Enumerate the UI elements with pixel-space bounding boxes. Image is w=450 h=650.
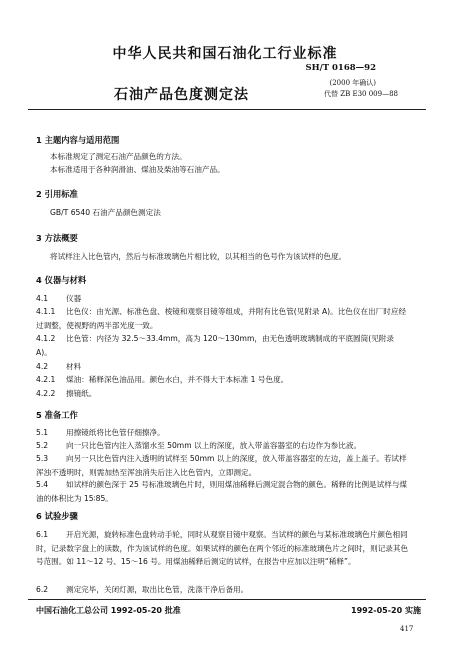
clause-text: 煤油：稀释深色油品用。颜色水白，并不得大于本标准 1 号色度。 — [66, 375, 289, 384]
clause-text: 向另一只比色管内注入透明的试样至 50mm 以上的深度，放入带盖容器室的左边，盖上盖子。若试样浑浊不透明时，则需加热至浑浊消失后注入比色管内，立即测定。 — [36, 454, 407, 477]
section-6-heading: 6 试验步骤 — [36, 511, 78, 521]
section-2-heading: 2 引用标准 — [36, 189, 78, 199]
clause-4-2-1 — [36, 374, 288, 385]
clause-text: 擦镜纸。 — [66, 389, 97, 398]
subsection-title: 材料 — [66, 362, 82, 371]
subsection-title: 仪器 — [66, 294, 82, 303]
section-1-paragraph-2: 本标准适用于各种润滑油、煤油及柴油等石油产品。 — [50, 165, 225, 174]
subsection-number: 4.1 — [36, 294, 49, 303]
clause-number: 6.1 — [36, 530, 49, 539]
section-1-paragraph-1: 本标准规定了测定石油产品颜色的方法。 — [50, 152, 187, 161]
clause-text: 如试样的颜色深于 25 号标准玻璃色片时，则用煤油稀释后测定混合物的颜色。稀释的比例是试样与煤油的体积比为 15∶85。 — [36, 480, 408, 503]
clause-text: 开启光源，旋转标准色盘转动手轮，同时从观察目镜中观察。当试样的颜色与某标准玻璃色片颜色相同时，记录数字盘上的读数，作为该试样的色度。如果试样的颜色在两个邻近的标准玻璃色片之间时，则记录其色号范围。如 11～12 号、15～16 号。用煤油稀释后测定的试样，在报告中应加以注明“稀释”。 — [36, 530, 409, 566]
clause-4-2-2 — [36, 388, 96, 399]
section-1-heading: 1 主题内容与适用范围 — [36, 135, 120, 145]
reconfirmed-note: (2000 年确认) — [329, 79, 376, 87]
clause-number: 4.2.1 — [36, 375, 56, 384]
subsection-4-2 — [36, 361, 81, 372]
standard-code: SH/T 0168—92 — [305, 63, 376, 73]
clause-4-1-2 — [36, 332, 411, 359]
clause-6-2 — [36, 584, 248, 595]
subsection-number: 4.2 — [36, 362, 49, 371]
section-3-paragraph: 将试样注入比色管内，然后与标准玻璃色片相比较，以其相当的色号作为该试样的色度。 — [50, 252, 347, 261]
section-3-heading: 3 方法概要 — [36, 233, 78, 243]
approval-note: 中国石油化工总公司 1992-05-20 批准 — [36, 606, 181, 615]
footer-divider — [28, 599, 426, 600]
clause-text: 测定完毕，关闭灯源，取出比色管，洗涤干净后备用。 — [66, 585, 249, 594]
clause-number: 5.1 — [36, 428, 49, 437]
clause-5-1 — [36, 427, 165, 438]
clause-number: 6.2 — [36, 585, 49, 594]
subsection-4-1 — [36, 293, 81, 304]
implementation-note: 1992-05-20 实施 — [351, 606, 421, 615]
section-2-reference: GB/T 6540 石油产品颜色测定法 — [50, 208, 161, 217]
clause-number: 4.2.2 — [36, 389, 56, 398]
clause-text: 比色管：内径为 32.5～33.4mm，高为 120～130mm，由无色透明玻璃制成的平底圆筒(见附录 A)。 — [36, 334, 394, 357]
clause-text: 比色仪：由光源、标准色盘、棱镜和观察目镜等组成，并附有比色管(见附录 A)。比色仪在出厂时应经过调整，使视野的两半部光度一致。 — [36, 307, 407, 330]
clause-number: 5.3 — [36, 454, 49, 463]
clause-text: 向一只比色管内注入蒸馏水至 50mm 以上的深度，放入带盖容器室的右边作为参比液。 — [66, 441, 362, 450]
header-divider — [28, 109, 426, 110]
replaces-note: 代替 ZB E30 009—88 — [324, 90, 398, 98]
clause-number: 4.1.2 — [36, 334, 56, 343]
clause-5-4 — [36, 478, 411, 505]
standard-title: 中华人民共和国石油化工行业标准 — [112, 46, 338, 62]
clause-number: 4.1.1 — [36, 307, 56, 316]
document-title: 石油产品色度测定法 — [114, 87, 249, 103]
clause-text: 用擦镜纸将比色管仔细擦净。 — [66, 428, 165, 437]
clause-number: 5.4 — [36, 480, 49, 489]
clause-5-3 — [36, 452, 411, 479]
clause-6-1 — [36, 528, 411, 569]
section-4-heading: 4 仪器与材料 — [36, 275, 87, 285]
section-5-heading: 5 准备工作 — [36, 410, 78, 420]
page-number: 417 — [400, 625, 414, 633]
clause-5-2 — [36, 440, 361, 451]
clause-4-1-1 — [36, 305, 411, 332]
clause-number: 5.2 — [36, 441, 49, 450]
